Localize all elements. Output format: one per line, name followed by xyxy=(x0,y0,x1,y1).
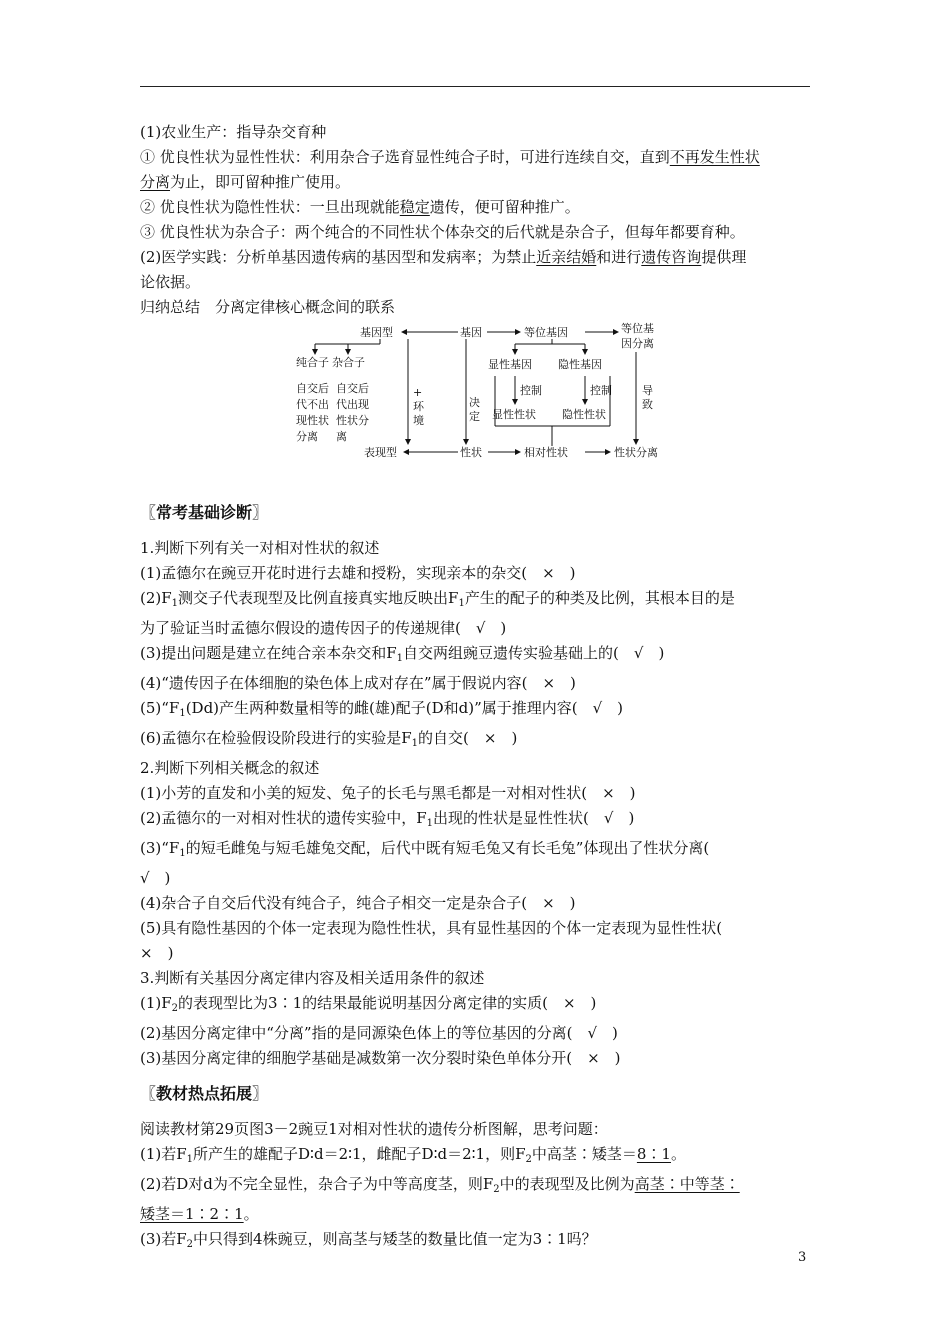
ext-intro: 阅读教材第29页图3－2豌豆1对相对性状的遗传分析图解，思考问题： xyxy=(140,1120,608,1138)
section-basic-diagnosis: 〖常考基础诊断〗 xyxy=(140,503,269,522)
homo-desc-1: 自交后 xyxy=(296,382,329,395)
node-trait: 性状 xyxy=(460,446,482,459)
hetero-desc-4: 离 xyxy=(336,430,347,443)
concept-diagram xyxy=(140,322,812,492)
hetero-desc-3: 性状分 xyxy=(336,414,369,427)
control-label-2: 控制 xyxy=(590,384,612,397)
control-label-1: 控制 xyxy=(520,384,542,397)
q1-item-4: (4)“遗传因子在体细胞的染色体上成对存在”属于假说内容( × ) xyxy=(140,674,576,692)
q3-title: 3.判断有关基因分离定律内容及相关适用条件的叙述 xyxy=(140,969,485,987)
para-medical-cont: 论依据。 xyxy=(140,273,201,291)
decide-1: 决 xyxy=(469,396,480,409)
q2-item-3: $(3)“F_1$的短毛雌兔与短毛雄兔交配，后代中既有短毛兔又有长毛兔”体现出了性状分离( xyxy=(140,839,710,859)
env-2: 境 xyxy=(413,414,424,427)
para-medical: (2)医学实践：分析单基因遗传病的基因型和发病率；为禁止近亲结婚和进行遗传咨询提供理 xyxy=(140,248,747,266)
hetero-desc-2: 代出现 xyxy=(336,398,369,411)
para-agri-recessive: ② 优良性状为隐性性状：一旦出现就能稳定遗传，便可留种推广。 xyxy=(140,198,580,216)
q2-item-3-cont: √ ) xyxy=(140,869,171,887)
q1-item-2: $(2)F_1$测交子代表现型及比例直接真实地反映出$F_1$产生的配子的种类及比例，其根本目的是 xyxy=(140,589,735,609)
ext-item-1: (1)若$F_1$所产生的雄配子D∶d＝2∶1，雌配子D∶d＝2∶1，则$F_2$中高茎∶矮茎＝8∶1。 xyxy=(140,1145,686,1165)
q2-item-4: (4)杂合子自交后代没有纯合子，纯合子相交一定是杂合子( × ) xyxy=(140,894,576,912)
q2-item-5-cont: × ) xyxy=(140,944,174,962)
lead-1: 导 xyxy=(642,384,653,397)
node-dominant-trait: 显性性状 xyxy=(492,408,536,421)
node-allele-sep-2: 因分离 xyxy=(621,337,654,350)
summary-title: 归纳总结 分离定律核心概念间的联系 xyxy=(140,298,396,316)
q2-title: 2.判断下列相关概念的叙述 xyxy=(140,759,320,777)
node-heterozygote: 杂合子 xyxy=(332,356,365,369)
ext-item-2-cont: 矮茎＝1∶2∶1。 xyxy=(140,1205,259,1223)
page-number: 3 xyxy=(798,1250,807,1265)
q1-item-6: (6)孟德尔在检验假设阶段进行的实验是$F_1$的自交( × ) xyxy=(140,729,518,749)
homo-desc-4: 分离 xyxy=(296,430,318,443)
q3-item-2: (2)基因分离定律中“分离”指的是同源染色体上的等位基因的分离( √ ) xyxy=(140,1024,618,1042)
page-content xyxy=(140,120,812,1257)
header-rule xyxy=(140,86,810,87)
node-allele-sep-1: 等位基 xyxy=(621,322,654,335)
para-agri-head: (1)农业生产：指导杂交育种 xyxy=(140,123,327,141)
node-dominant-gene: 显性基因 xyxy=(488,358,532,371)
hetero-desc-1: 自交后 xyxy=(336,382,369,395)
concept-diagram-svg xyxy=(280,322,670,492)
q1-item-5: $(5)“F_1(Dd)$产生两种数量相等的雌(雄)配子(D和d)”属于推理内容( √ ) xyxy=(140,699,624,719)
q3-item-1: $(1)F_2$的表现型比为3∶1的结果最能说明基因分离定律的实质( × ) xyxy=(140,994,597,1014)
node-allele: 等位基因 xyxy=(524,326,568,339)
q1-item-2-cont: 为了验证当时孟德尔假设的遗传因子的传递规律( √ ) xyxy=(140,619,507,637)
env-1: 环 xyxy=(413,400,424,413)
node-genotype: 基因型 xyxy=(360,326,393,339)
homo-desc-2: 代不出 xyxy=(296,398,329,411)
q2-item-1: (1)小芳的直发和小美的短发、兔子的长毛与黑毛都是一对相对性状( × ) xyxy=(140,784,636,802)
q1-title: 1.判断下列有关一对相对性状的叙述 xyxy=(140,539,380,557)
node-recessive-gene: 隐性基因 xyxy=(558,358,602,371)
node-gene: 基因 xyxy=(460,326,482,339)
lead-2: 致 xyxy=(642,398,653,411)
q2-item-2: (2)孟德尔的一对相对性状的遗传实验中，$F_1$出现的性状是显性性状( √ ) xyxy=(140,809,635,829)
node-homozygote: 纯合子 xyxy=(296,356,329,369)
node-recessive-trait: 隐性性状 xyxy=(562,408,606,421)
ext-item-2: (2)若D对d为不完全显性，杂合子为中等高度茎，则$F_2$中的表现型及比例为高茎∶中等茎∶ xyxy=(140,1175,740,1195)
para-agri-dominant: ① 优良性状为显性性状：利用杂合子选育显性纯合子时，可进行连续自交，直到不再发生性状 xyxy=(140,148,760,166)
decide-2: 定 xyxy=(469,410,480,423)
para-agri-hetero: ③ 优良性状为杂合子：两个纯合的不同性状个体杂交的后代就是杂合子，但每年都要育种。 xyxy=(140,223,745,241)
q1-item-3: (3)提出问题是建立在纯合亲本杂交和$F_1$自交两组豌豆遗传实验基础上的( √ ) xyxy=(140,644,665,664)
node-phenotype: 表现型 xyxy=(364,446,397,459)
ext-item-3: (3)若$F_2$中只得到4株豌豆，则高茎与矮茎的数量比值一定为3∶1吗？ xyxy=(140,1230,597,1250)
section-textbook-extension: 〖教材热点拓展〗 xyxy=(140,1084,269,1103)
node-relative-trait: 相对性状 xyxy=(524,446,568,459)
node-trait-separation: 性状分离 xyxy=(614,446,658,459)
q3-item-3: (3)基因分离定律的细胞学基础是减数第一次分裂时染色单体分开( × ) xyxy=(140,1049,621,1067)
env-plus: + xyxy=(413,386,423,399)
q2-item-5: (5)具有隐性基因的个体一定表现为隐性性状，具有显性基因的个体一定表现为显性性状( xyxy=(140,919,723,937)
para-agri-dominant-cont: 分离为止，即可留种推广使用。 xyxy=(140,173,351,191)
homo-desc-3: 现性状 xyxy=(296,414,329,427)
q1-item-1: (1)孟德尔在豌豆开花时进行去雄和授粉，实现亲本的杂交( × ) xyxy=(140,564,576,582)
